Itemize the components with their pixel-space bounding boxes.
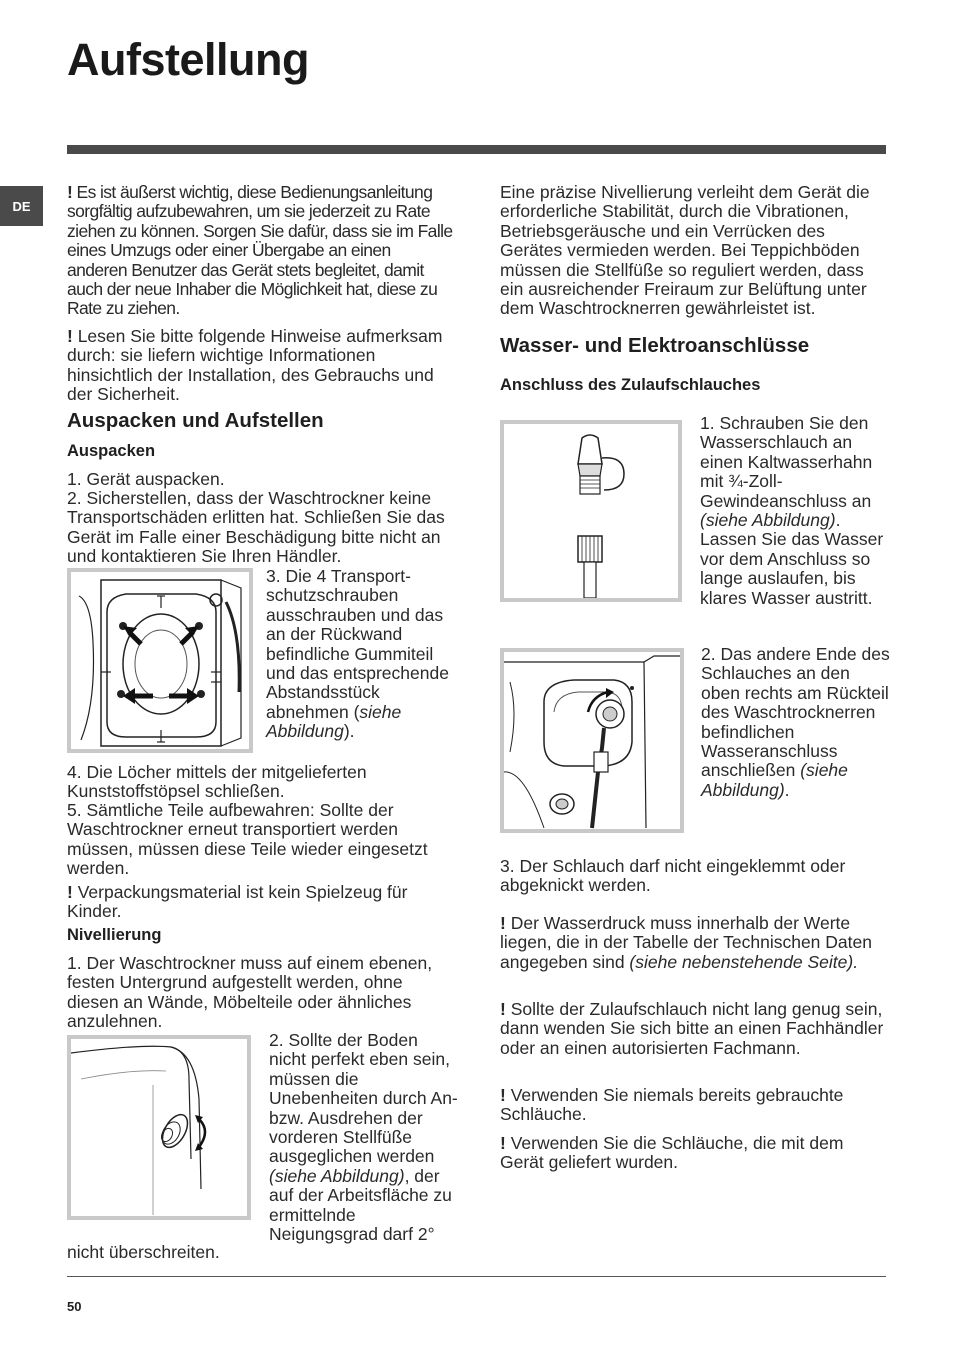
unpack-step-4: 4. Die Löcher mittels der mitgelieferten Kunststoffstöpsel schließen. [67, 762, 367, 802]
heading-unpack-install: Auspacken und Aufstellen [67, 409, 324, 432]
unpack-step-3-ref: siehe Abbildung [266, 701, 402, 742]
warning-marker: ! [67, 182, 73, 202]
warning-read-notes [67, 327, 457, 405]
inlet-step-3: 3. Der Schlauch darf nicht eingeklemmt oder abgeknickt werden. [500, 856, 846, 896]
unpack-step-3-text: 3. Die 4 Transport-schutzschrauben ausschrauben und das an der Rückwand befindliche Gummiteil und das entsprechende Abstandsstück abnehmen ( [266, 566, 449, 722]
warning-water-pressure-ref: (siehe nebenstehende Seite). [629, 951, 859, 972]
page-title: Aufstellung [67, 34, 309, 85]
figure-tap-connection [500, 420, 682, 602]
level-step-1: 1. Der Waschtrockner muss auf einem ebenen, festen Untergrund aufgestellt werden, ohne diesen an Wände, Möbelteile oder ähnliches anzulehnen. [67, 953, 433, 1032]
warning-packaging-text: Verpackungsmaterial ist kein Spielzeug für Kinder. [67, 882, 408, 922]
heading-water-electric: Wasser- und Elektroanschlüsse [500, 334, 810, 357]
title-rule [67, 145, 886, 154]
warning-hose-length-text: Sollte der Zulaufschlauch nicht lang genug sein, dann wenden Sie sich bitte an einen Fachhändler oder an einen autorisierten Fachmann. [500, 999, 884, 1058]
warning-keep-manual [67, 183, 453, 319]
level-step-2-text: 2. Sollte der Boden nicht perfekt eben sein, müssen die Unebenheiten durch An- bzw. Ausdrehen der vorderen Stellfüße ausgeglichen werden [269, 1030, 458, 1167]
warning-water-pressure-text: Der Wasserdruck muss innerhalb der Werte liegen, die in der Tabelle der Technischen Daten angegeben sind [500, 913, 872, 972]
warning-used-hoses-text: Verwenden Sie niemals bereits gebrauchte Schläuche. [500, 1085, 844, 1125]
unpack-step-3-end: ). [343, 721, 355, 742]
unpack-step-1: 1. Gerät auspacken. [67, 469, 225, 489]
warning-marker: ! [500, 913, 506, 933]
level-step-2-end: , der auf der Arbeitsfläche zu ermittelnde Neigungsgrad darf 2° [269, 1165, 452, 1245]
inlet-step-2 [701, 645, 891, 800]
adjustable-foot-illustration [71, 1039, 247, 1216]
inlet-step-1-end: . Lassen Sie das Wasser vor dem Anschluss so lange auslaufen, bis klares Wasser austritt. [700, 510, 884, 608]
warning-marker: ! [500, 999, 506, 1019]
inlet-step-1-ref: (siehe Abbildung) [700, 510, 836, 531]
leveling-intro: Eine präzise Nivellierung verleiht dem Gerät die erforderliche Stabilität, durch die Vibrationen, Betriebsgeräusche und ein Verrücken des Gerätes vermieden werden. Bei Teppichböden müssen die Stellfüße so reguliert werden, dass ein ausreichender Freiraum zur Belüftung unter dem Waschtrocknerren gewährleistet ist. [500, 182, 870, 319]
figure-leveling-foot [67, 1035, 251, 1220]
page-number: 50 [67, 1299, 82, 1314]
inlet-step-2-text: 2. Das andere Ende des Schlauches an den oben rechts am Rückteil des Waschtrocknerren befindlichen Wasseranschluss anschließen [701, 644, 890, 781]
warning-water-pressure [500, 914, 890, 972]
warning-marker: ! [500, 1085, 506, 1105]
warning-supplied-hoses-text: Verwenden Sie die Schläuche, die mit dem Gerät geliefert wurden. [500, 1133, 844, 1173]
subheading-leveling: Nivellierung [67, 926, 162, 944]
footer-rule [67, 1276, 886, 1277]
unpack-step-2: 2. Sicherstellen, dass der Waschtrockner keine Transportschäden erlitten hat. Schließen Sie das Gerät im Falle einer Beschädigung bitte nicht an und kontaktieren Sie Ihren Händler. [67, 488, 445, 567]
warning-packaging [67, 883, 457, 922]
level-step-2-tail: nicht überschreiten. [67, 1242, 220, 1262]
warning-keep-manual-text: Es ist äußerst wichtig, diese Bedienungsanleitung sorgfältig aufzubewahren, um sie jederzeit zu Rate ziehen zu können. Sorgen Sie dafür, dass sie im Falle eines Umzugs oder einer Übergabe an einen anderen Benutzer das Gerät stets begleitet, damit auch der neue Inhaber die Möglichkeit hat, diese zu Rate zu ziehen. [67, 182, 453, 319]
inlet-step-1 [700, 414, 890, 608]
warning-marker: ! [67, 326, 73, 346]
warning-hose-length [500, 1000, 890, 1058]
warning-used-hoses [500, 1086, 890, 1125]
inlet-step-2-ref: (siehe Abbildung) [701, 760, 848, 800]
warning-marker: ! [67, 882, 73, 902]
tap-hose-illustration [504, 424, 678, 598]
washer-back-illustration [71, 572, 249, 749]
figure-transport-screws [67, 568, 253, 753]
warning-supplied-hoses [500, 1134, 890, 1173]
back-inlet-illustration [504, 652, 680, 829]
inlet-step-2-end: . [784, 779, 790, 800]
level-step-2 [269, 1031, 459, 1244]
figure-back-connection [500, 648, 684, 833]
unpack-step-3 [266, 567, 456, 742]
inlet-step-1-text: 1. Schrauben Sie den Wasserschlauch an einen Kaltwasserhahn mit ¾-Zoll-Gewindeanschluss an [700, 413, 873, 511]
subheading-unpack: Auspacken [67, 442, 156, 460]
level-step-2-ref: (siehe Abbildung) [269, 1165, 405, 1186]
warning-marker: ! [500, 1133, 506, 1153]
unpack-step-5: 5. Sämtliche Teile aufbewahren: Sollte der Waschtrockner erneut transportiert werden müssen, müssen diese Teile wieder eingesetzt werden. [67, 800, 428, 879]
language-tab: DE [0, 186, 43, 226]
warning-read-notes-text: Lesen Sie bitte folgende Hinweise aufmerksam durch: sie liefern wichtige Informationen hinsichtlich der Installation, des Gebrauchs und der Sicherheit. [67, 326, 443, 405]
subheading-inlet-hose: Anschluss des Zulaufschlauches [500, 376, 761, 394]
